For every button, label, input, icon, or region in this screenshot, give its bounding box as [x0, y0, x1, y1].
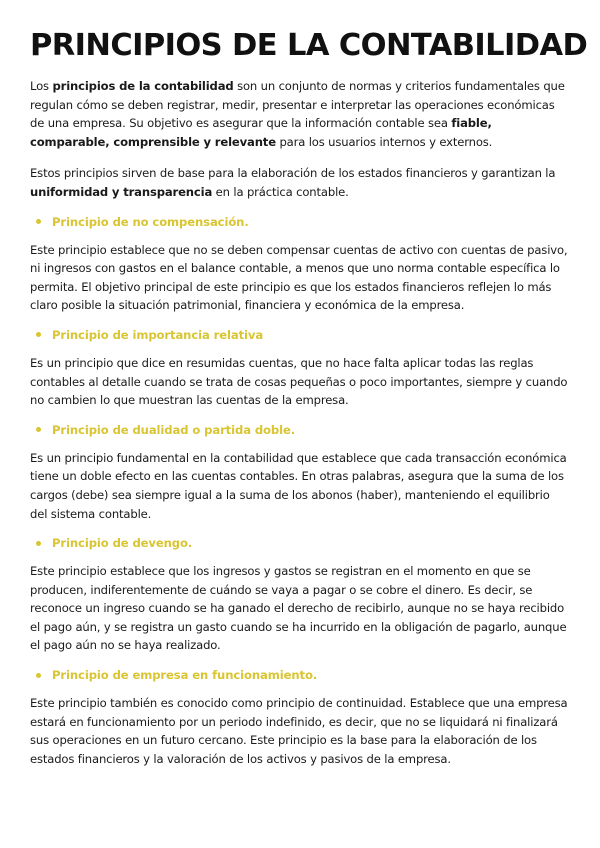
- section-heading: [30, 536, 570, 550]
- section-body: Es un principio que dice en resumidas cuentas, que no hace falta aplicar todas las reglas contables al detalle cuando se trata de cosas pequeñas o poco importantes, siempre y cuando no cambien lo que muestran las cuentas de la empresa.: [30, 355, 568, 408]
- section-heading-text: Principio de devengo.: [52, 536, 193, 551]
- section-heading-text: Principio de no compensación.: [52, 214, 249, 229]
- bold-run: principios de la contabilidad: [52, 79, 234, 93]
- intro-paragraph-2: [30, 164, 570, 201]
- text-run: son un conjunto de normas y criterios fundamentales que regulan cómo se deben registrar, medir, presentar e interpretar las operaciones económicas de una empresa. Su objetivo es asegurar que la información contable sea: [30, 79, 565, 131]
- section-body: Es un principio fundamental en la contabilidad que establece que cada transacción económica tiene un doble efecto en las cuentas contables. En otras palabras, asegura que la suma de los cargos (debe) sea siempre igual a la suma de los abonos (haber), manteniendo el equilibrio del sistema contable.: [30, 450, 567, 521]
- section-body: Este principio establece que no se deben compensar cuentas de activo con cuentas de pasivo, ni ingresos con gastos en el balance contable, a menos que uno norma contable específica lo permita. El objetivo principal de este principio es que los estados financieros reflejen lo más claro posible la situación patrimonial, financiera y económica de la empresa.: [30, 242, 568, 313]
- text-run: Estos principios sirven de base para la elaboración de los estados financieros y garantizan la: [30, 166, 556, 181]
- section-body: Este principio establece que los ingresos y gastos se registran en el momento en que se producen, indiferentemente de cuándo se vaya a pagar o se cobre el dinero. Es decir, se reconoce un ingreso cuando se ha ganado el derecho de recibirlo, aunque no se haya recibido el pago aún, y se registra un gasto cuando se ha incurrido en la obligación de pagarlo, aunque el pago aún no se haya realizado.: [30, 564, 567, 653]
- text-run: en la práctica contable.: [212, 184, 349, 199]
- section-body: Este principio también es conocido como principio de continuidad. Establece que una empresa estará en funcionamiento por un periodo indefinido, es decir, que no se liquidará ni finalizará sus operaciones en un futuro cercano. Este principio es la base para la elaboración de los estados financieros y la valoración de los activos y pasivos de la empresa.: [30, 696, 568, 766]
- text-run: para los usuarios internos y externos.: [275, 134, 493, 149]
- bold-run: fiable, comparable, comprensible y relevante: [30, 116, 492, 149]
- page-title: PRINCIPIOS DE LA CONTABILIDAD: [30, 28, 588, 63]
- section-heading-text: Principio de empresa en funcionamiento.: [52, 668, 318, 683]
- bold-run: uniformidad y transparencia: [30, 184, 213, 199]
- bullet-icon: [36, 219, 41, 224]
- section-heading: [30, 668, 570, 682]
- section-heading-text: Principio de dualidad o partida doble.: [52, 422, 296, 437]
- bullet-icon: [36, 541, 41, 546]
- bullet-icon: [36, 332, 41, 337]
- text-run: Los: [30, 79, 53, 93]
- section-heading: [30, 423, 570, 437]
- intro-paragraph-1: [30, 77, 570, 151]
- section-heading: [30, 328, 570, 342]
- section-heading-text: Principio de importancia relativa: [52, 327, 264, 342]
- bullet-icon: [36, 673, 41, 678]
- bullet-icon: [36, 427, 41, 432]
- section-heading: [30, 215, 570, 229]
